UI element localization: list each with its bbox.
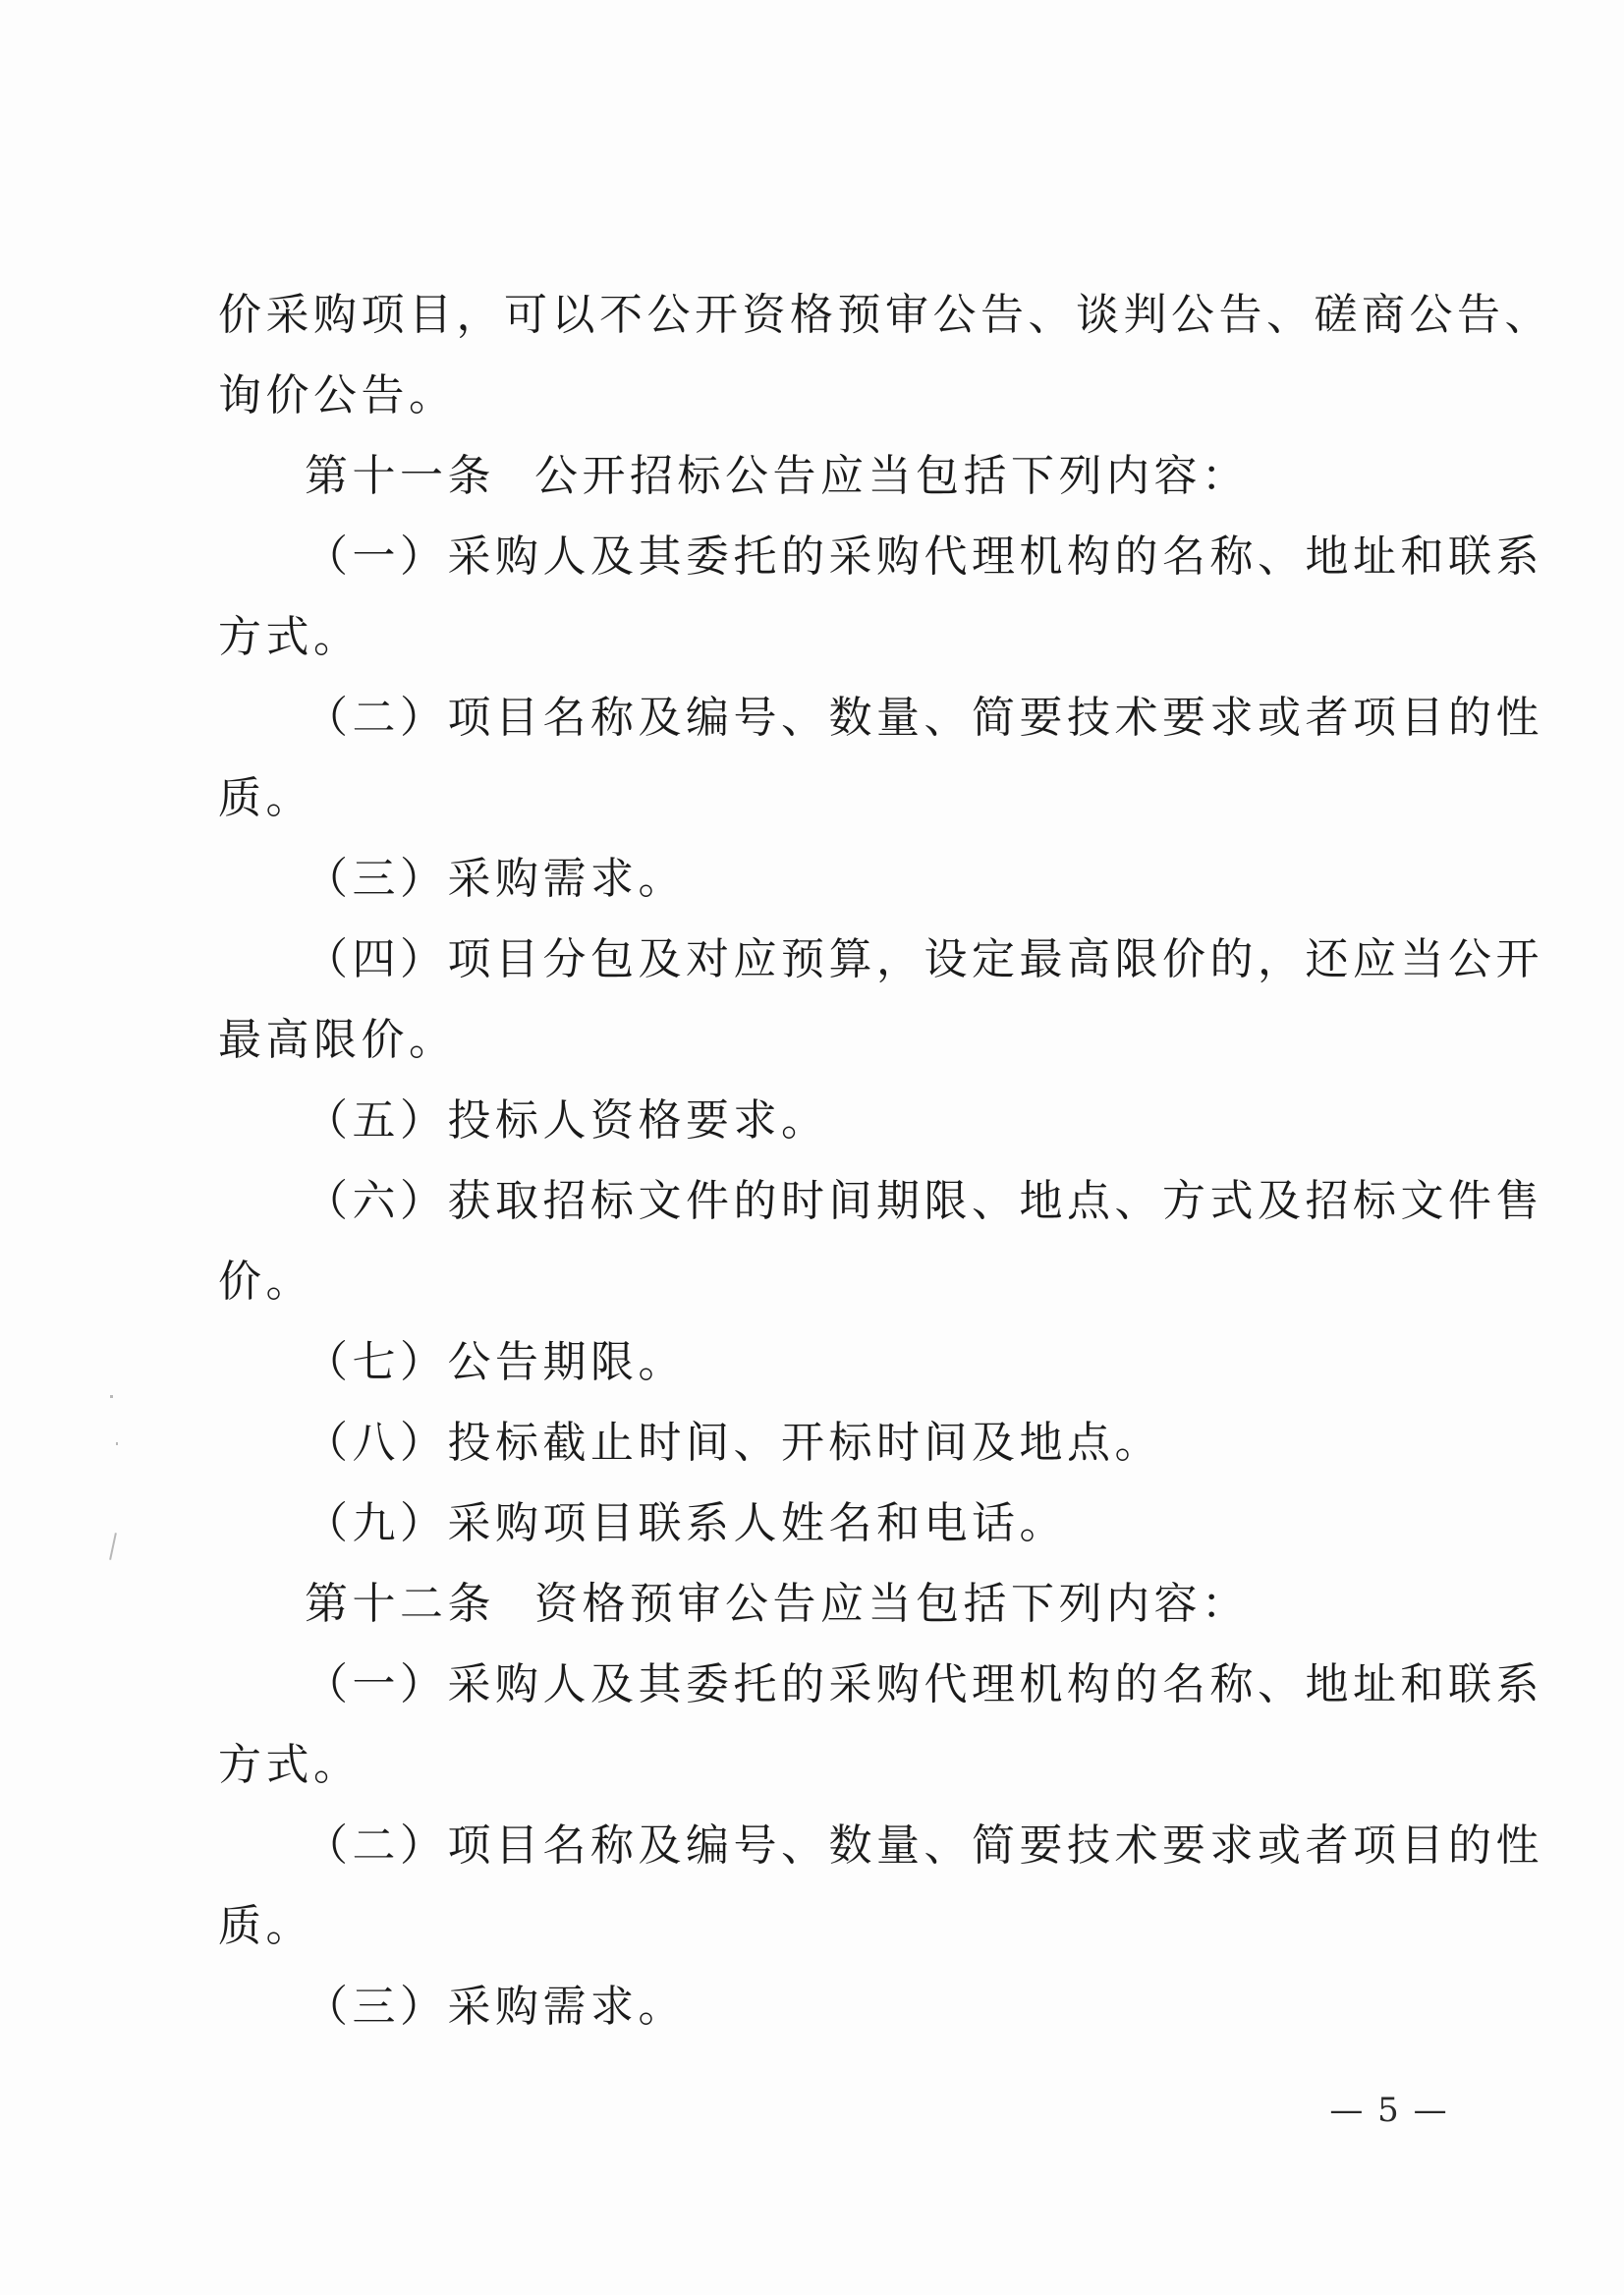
text-line: 价。 xyxy=(218,1257,313,1307)
list-item: （一）采购人及其委托的采购代理机构的名称、地址和联系 xyxy=(305,1659,1543,1709)
text-line: 质。 xyxy=(218,1901,313,1951)
list-item: （六）获取招标文件的时间期限、地点、方式及招标文件售 xyxy=(305,1176,1543,1226)
text-line: 询价公告。 xyxy=(218,370,457,420)
scan-mark xyxy=(116,1442,118,1445)
scan-mark xyxy=(110,1395,113,1398)
text-line: 方式。 xyxy=(218,1740,362,1790)
document-body xyxy=(218,275,1552,2047)
list-item: （三）采购需求。 xyxy=(305,854,686,904)
article-number: 第十二条 xyxy=(305,1579,495,1629)
text-line: 方式。 xyxy=(218,612,362,662)
article-heading-text: 公开招标公告应当包括下列内容： xyxy=(534,451,1250,501)
text-line: 质。 xyxy=(218,773,313,823)
page-number: — 5 — xyxy=(1329,2091,1449,2130)
list-item: （七）公告期限。 xyxy=(305,1337,686,1387)
text-line: 价采购项目，可以不公开资格预审公告、谈判公告、磋商公告、 xyxy=(218,290,1552,340)
list-item: （五）投标人资格要求。 xyxy=(305,1095,829,1146)
text-line: 最高限价。 xyxy=(218,1015,457,1065)
list-item: （一）采购人及其委托的采购代理机构的名称、地址和联系 xyxy=(305,532,1543,582)
scan-mark xyxy=(109,1533,117,1560)
list-item: （二）项目名称及编号、数量、简要技术要求或者项目的性 xyxy=(305,693,1543,743)
list-item: （三）采购需求。 xyxy=(305,1982,686,2032)
article-heading-11 xyxy=(218,436,1448,517)
list-item: （二）项目名称及编号、数量、简要技术要求或者项目的性 xyxy=(305,1820,1543,1871)
article-number: 第十一条 xyxy=(305,451,495,501)
list-item: （四）项目分包及对应预算，设定最高限价的，还应当公开 xyxy=(305,934,1543,984)
article-heading-12 xyxy=(218,1564,1448,1645)
list-item: （八）投标截止时间、开标时间及地点。 xyxy=(305,1418,1162,1468)
article-heading-text: 资格预审公告应当包括下列内容： xyxy=(534,1579,1250,1629)
list-item: （九）采购项目联系人姓名和电话。 xyxy=(305,1498,1067,1548)
